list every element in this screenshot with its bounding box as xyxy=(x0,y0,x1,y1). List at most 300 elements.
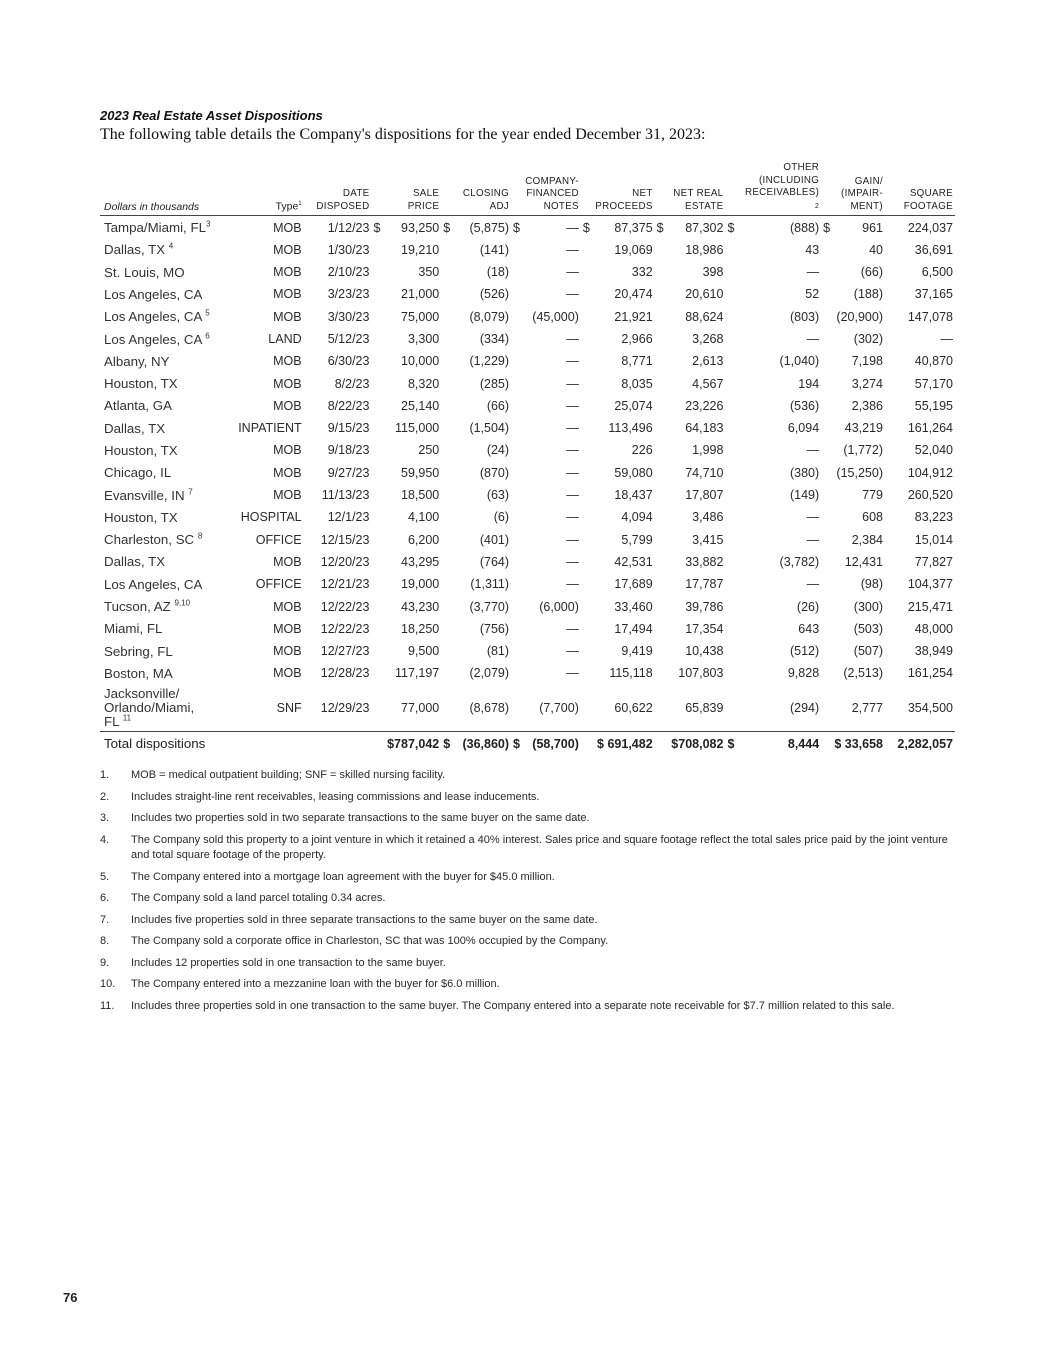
type-cell: MOB xyxy=(273,488,302,503)
currency-spacer xyxy=(655,685,665,732)
net-proceeds-cell: 332 xyxy=(631,265,653,280)
company-notes-cell: — xyxy=(566,242,579,257)
closing-adj-cell: (6) xyxy=(493,510,510,525)
footnote-ref: 9,10 xyxy=(174,598,191,608)
currency-spacer xyxy=(655,395,665,417)
table-body xyxy=(100,216,955,756)
square-footage-cell: 161,254 xyxy=(907,666,953,681)
other-cell: (888) xyxy=(789,220,820,235)
type-cell: MOB xyxy=(273,398,302,413)
footnote-number: 2. xyxy=(100,790,110,803)
square-footage-cell: — xyxy=(940,332,953,346)
square-footage-cell: 40,870 xyxy=(914,354,953,369)
location-cell xyxy=(100,484,228,506)
currency-spacer xyxy=(511,640,521,662)
table-row xyxy=(100,216,955,239)
table-row xyxy=(100,239,955,261)
net-proceeds-cell: 8,035 xyxy=(621,376,653,391)
location-cell xyxy=(100,618,228,640)
type-cell: MOB xyxy=(273,554,302,569)
date-cell: 3/30/23 xyxy=(327,309,370,324)
closing-adj-cell: (756) xyxy=(479,621,510,636)
other-cell: 9,828 xyxy=(787,666,820,681)
company-notes-cell: — xyxy=(566,554,579,569)
currency-spacer xyxy=(725,395,735,417)
currency-spacer xyxy=(511,595,521,617)
closing-adj-cell: (285) xyxy=(479,376,510,391)
total-sale-price: $787,042 xyxy=(371,731,441,756)
currency-spacer xyxy=(655,239,665,261)
currency-spacer xyxy=(655,551,665,573)
currency-spacer xyxy=(581,328,591,350)
square-footage-cell: 77,827 xyxy=(914,554,953,569)
location-text: Houston, TX xyxy=(104,376,178,392)
footnote-ref: 5 xyxy=(205,308,210,318)
location-cell xyxy=(100,328,228,350)
net-real-estate-cell: 3,415 xyxy=(692,532,724,547)
currency-spacer xyxy=(371,283,381,305)
currency-spacer xyxy=(441,261,451,283)
type-cell: MOB xyxy=(273,666,302,681)
currency-spacer xyxy=(511,417,521,439)
other-cell: — xyxy=(806,265,820,280)
currency-spacer xyxy=(371,261,381,283)
currency-spacer xyxy=(725,417,735,439)
net-proceeds-cell: 87,375 xyxy=(614,220,653,235)
gain-cell: 779 xyxy=(862,488,883,503)
date-cell: 9/15/23 xyxy=(327,421,370,436)
currency-spacer xyxy=(655,618,665,640)
header-company-financed-notes: COMPANY- FINANCED NOTES xyxy=(511,162,581,216)
location-text: Atlanta, GA xyxy=(104,398,172,414)
currency-spacer xyxy=(371,239,381,261)
net-proceeds-cell: 9,419 xyxy=(621,644,653,659)
sale-price-cell: 10,000 xyxy=(401,354,440,369)
net-proceeds-cell: 18,437 xyxy=(614,488,653,503)
location-line: Jacksonville/ xyxy=(104,685,180,701)
currency-spacer xyxy=(511,529,521,551)
type-cell: MOB xyxy=(273,599,302,614)
company-notes-cell: — xyxy=(566,265,579,280)
location-cell xyxy=(100,350,228,372)
square-footage-cell: 48,000 xyxy=(914,621,953,636)
sale-price-cell: 115,000 xyxy=(394,421,440,436)
header-square-footage: SQUARE FOOTAGE xyxy=(885,162,955,216)
footnote-text: The Company sold this property to a joint venture in which it retained a 40% interest. Sales price and square footage reflect the total sales price paid by the joint venture and total square footage of the property. xyxy=(131,833,948,861)
currency-spacer xyxy=(511,618,521,640)
location-cell xyxy=(100,439,228,461)
other-cell: (149) xyxy=(789,488,820,503)
square-footage-cell: 6,500 xyxy=(921,265,953,280)
net-proceeds-cell: 42,531 xyxy=(614,554,653,569)
square-footage-cell: 36,691 xyxy=(914,242,953,257)
location-cell xyxy=(100,595,228,617)
currency-spacer xyxy=(725,350,735,372)
currency-symbol: $ xyxy=(582,220,590,235)
currency-spacer xyxy=(655,350,665,372)
sale-price-cell: 43,295 xyxy=(401,554,440,569)
closing-adj-cell: (1,504) xyxy=(469,421,510,436)
net-proceeds-cell: 60,622 xyxy=(614,700,653,715)
table-row xyxy=(100,529,955,551)
gain-cell: (20,900) xyxy=(836,309,883,324)
currency-spacer xyxy=(441,417,451,439)
currency-spacer xyxy=(441,239,451,261)
currency-spacer xyxy=(511,685,521,732)
footnote-number: 1. xyxy=(100,769,110,781)
currency-spacer xyxy=(581,239,591,261)
type-cell: OFFICE xyxy=(255,532,302,547)
currency-spacer xyxy=(371,372,381,394)
currency-spacer xyxy=(655,462,665,484)
currency-spacer xyxy=(581,640,591,662)
closing-adj-cell: (63) xyxy=(486,488,510,503)
currency-spacer xyxy=(725,306,735,328)
location-cell xyxy=(100,283,228,305)
currency-spacer xyxy=(511,551,521,573)
sale-price-cell: 19,210 xyxy=(401,242,440,257)
location-text: Chicago, IL xyxy=(104,465,172,481)
currency-spacer xyxy=(581,685,591,732)
currency-spacer xyxy=(511,261,521,283)
net-proceeds-cell: 20,474 xyxy=(614,287,653,302)
footnote-ref: 7 xyxy=(188,487,193,497)
header-other-including-receivables: OTHER (INCLUDING RECEIVABLES) 2 xyxy=(725,162,821,216)
sale-price-cell: 21,000 xyxy=(401,287,440,302)
footnote-ref: 3 xyxy=(205,219,211,229)
closing-adj-cell: (334) xyxy=(479,332,510,346)
location-cell xyxy=(100,216,228,239)
table-row xyxy=(100,484,955,506)
square-footage-cell: 57,170 xyxy=(914,376,953,391)
company-notes-cell: — xyxy=(566,398,579,413)
table-row xyxy=(100,595,955,617)
date-cell: 12/20/23 xyxy=(320,554,370,569)
other-cell: — xyxy=(806,332,820,346)
table-row xyxy=(100,306,955,328)
currency-spacer xyxy=(655,283,665,305)
footnote xyxy=(100,870,960,886)
footnote-ref: 8 xyxy=(197,531,203,541)
header-closing-adj: CLOSING ADJ xyxy=(441,162,511,216)
gain-cell: 40 xyxy=(869,242,883,257)
other-cell: (294) xyxy=(789,700,820,715)
header-net-proceeds: NET PROCEEDS xyxy=(581,162,655,216)
intro-text: The following table details the Company's dispositions for the year ended December 31, 2023: xyxy=(100,126,706,143)
table-row xyxy=(100,506,955,528)
currency-spacer xyxy=(655,484,665,506)
other-cell: 43 xyxy=(805,242,820,257)
company-notes-cell: — xyxy=(566,644,579,659)
location-cell xyxy=(100,462,228,484)
location-text: Sebring, FL xyxy=(104,643,173,659)
other-cell: (1,040) xyxy=(779,354,820,369)
currency-symbol: $ xyxy=(725,731,735,756)
currency-spacer xyxy=(371,662,381,684)
location-text: Dallas, TX xyxy=(104,420,166,436)
closing-adj-cell: (764) xyxy=(479,554,510,569)
gain-cell xyxy=(821,216,885,239)
currency-spacer xyxy=(581,484,591,506)
currency-spacer xyxy=(371,395,381,417)
other-cell: 194 xyxy=(798,376,820,391)
currency-spacer xyxy=(725,551,735,573)
net-real-estate-cell: 23,226 xyxy=(685,398,724,413)
net-real-estate-cell: 88,624 xyxy=(685,309,724,324)
net-proceeds-cell: 59,080 xyxy=(614,465,653,480)
currency-spacer xyxy=(581,261,591,283)
total-company-notes: (58,700) xyxy=(521,731,581,756)
currency-spacer xyxy=(511,350,521,372)
gain-cell: 608 xyxy=(862,510,883,525)
currency-spacer xyxy=(371,306,381,328)
currency-spacer xyxy=(371,506,381,528)
net-real-estate-cell: 17,787 xyxy=(685,577,724,592)
other-cell: (26) xyxy=(796,599,820,614)
currency-spacer xyxy=(581,395,591,417)
table-row xyxy=(100,395,955,417)
other-cell: (512) xyxy=(789,644,820,659)
location-text: Miami, FL xyxy=(104,621,163,637)
currency-spacer xyxy=(441,640,451,662)
currency-spacer xyxy=(371,685,381,732)
square-footage-cell: 224,037 xyxy=(907,220,953,235)
location-text: Evansville, IN xyxy=(104,487,189,503)
location-cell xyxy=(100,395,228,417)
square-footage-cell: 354,500 xyxy=(907,700,953,715)
currency-spacer xyxy=(511,484,521,506)
table-row xyxy=(100,462,955,484)
other-cell: — xyxy=(806,577,820,592)
location-text: Houston, TX xyxy=(104,442,178,458)
currency-spacer xyxy=(725,372,735,394)
currency-spacer xyxy=(511,372,521,394)
footnote xyxy=(100,811,960,827)
type-cell: MOB xyxy=(273,242,302,257)
other-cell: — xyxy=(806,443,820,458)
type-cell: LAND xyxy=(268,332,302,346)
gain-cell: 2,384 xyxy=(851,532,883,547)
closing-adj-cell: (5,875) xyxy=(469,220,510,235)
footnote-ref: 11 xyxy=(122,713,132,723)
currency-spacer xyxy=(371,573,381,595)
footnote-number: 5. xyxy=(100,870,110,883)
company-notes-cell: — xyxy=(566,465,579,480)
square-footage-cell: 104,377 xyxy=(907,577,953,592)
currency-symbol: $ xyxy=(823,220,831,235)
net-real-estate-cell: 33,882 xyxy=(685,554,724,569)
date-cell: 1/12/23 xyxy=(327,220,370,235)
header-date-disposed: DATE DISPOSED xyxy=(304,162,372,216)
currency-spacer xyxy=(581,506,591,528)
table-row xyxy=(100,372,955,394)
location-line: Orlando/Miami, xyxy=(104,699,195,715)
sale-price-cell: 93,250 xyxy=(401,220,440,235)
footnote xyxy=(100,833,960,864)
currency-spacer xyxy=(371,462,381,484)
currency-spacer xyxy=(441,573,451,595)
total-net-real-estate: $708,082 xyxy=(655,731,726,756)
currency-spacer xyxy=(725,685,735,732)
footnote-text: The Company entered into a mezzanine loan with the buyer for $6.0 million. xyxy=(131,978,500,990)
currency-spacer xyxy=(725,439,735,461)
company-notes-cell: — xyxy=(566,354,579,369)
other-cell: 643 xyxy=(798,621,820,636)
date-cell: 12/28/23 xyxy=(320,666,370,681)
gain-cell: (98) xyxy=(860,577,883,592)
closing-adj-cell: (3,770) xyxy=(469,599,510,614)
net-real-estate-cell: 107,803 xyxy=(678,666,724,681)
section-title: 2023 Real Estate Asset Dispositions xyxy=(100,108,323,123)
net-real-estate-cell: 64,183 xyxy=(685,421,724,436)
closing-adj-cell: (401) xyxy=(479,532,510,547)
header-type: Type$^1$ xyxy=(228,162,304,216)
table-row xyxy=(100,261,955,283)
footnote-ref: 4 xyxy=(168,241,174,251)
currency-spacer xyxy=(581,529,591,551)
net-real-estate-cell: 10,438 xyxy=(685,644,724,659)
currency-spacer xyxy=(655,506,665,528)
closing-adj-cell: (24) xyxy=(486,443,510,458)
closing-adj-cell: (2,079) xyxy=(469,666,510,681)
sale-price-cell: 350 xyxy=(418,265,440,280)
closing-adj-cell: (526) xyxy=(479,287,510,302)
type-cell: SNF xyxy=(276,700,302,715)
location-text: Los Angeles, CA xyxy=(104,576,203,592)
closing-adj-cell: (8,678) xyxy=(469,700,510,715)
table-row xyxy=(100,662,955,684)
gain-cell: 7,198 xyxy=(851,354,883,369)
square-footage-cell: 38,949 xyxy=(914,644,953,659)
location-text: Los Angeles, CA xyxy=(104,286,203,302)
other-cell: (536) xyxy=(789,398,820,413)
currency-spacer xyxy=(371,529,381,551)
company-notes-cell: — xyxy=(566,443,579,458)
footnotes xyxy=(100,768,960,1020)
footnote-text: Includes three properties sold in one transaction to the same buyer. The Company entered into a separate note receivable for $7.7 million related to this sale. xyxy=(131,999,895,1012)
currency-symbol: $ xyxy=(441,731,451,756)
other-cell: (803) xyxy=(789,309,820,324)
location-cell xyxy=(100,239,228,261)
footnote-number: 9. xyxy=(100,956,110,969)
company-notes-cell: — xyxy=(566,421,579,436)
net-real-estate-cell: 2,613 xyxy=(692,354,724,369)
currency-spacer xyxy=(511,662,521,684)
closing-adj-cell: (1,229) xyxy=(469,354,510,369)
total-other: 8,444 xyxy=(735,731,821,756)
sale-price-cell: 77,000 xyxy=(401,700,440,715)
sale-price-cell: 9,500 xyxy=(407,644,440,659)
type-cell: MOB xyxy=(273,443,302,458)
footnote-number: 3. xyxy=(100,812,110,824)
currency-spacer xyxy=(441,618,451,640)
date-cell: 12/27/23 xyxy=(320,644,370,659)
currency-spacer xyxy=(511,283,521,305)
currency-spacer xyxy=(725,662,735,684)
currency-spacer xyxy=(581,306,591,328)
closing-adj-cell: (8,079) xyxy=(469,309,510,324)
currency-spacer xyxy=(511,573,521,595)
location-text: Dallas, TX xyxy=(104,242,169,258)
date-cell: 12/1/23 xyxy=(327,510,370,525)
square-footage-cell: 260,520 xyxy=(907,488,953,503)
currency-spacer xyxy=(441,529,451,551)
date-cell: 9/18/23 xyxy=(327,443,370,458)
currency-spacer xyxy=(725,239,735,261)
header-net-real-estate: NET REAL ESTATE xyxy=(655,162,726,216)
net-real-estate-cell: 17,807 xyxy=(685,488,724,503)
location-cell xyxy=(100,372,228,394)
date-cell: 9/27/23 xyxy=(327,465,370,480)
company-notes-cell: (6,000) xyxy=(539,599,579,614)
currency-spacer xyxy=(511,306,521,328)
sale-price-cell: 18,250 xyxy=(401,621,440,636)
total-label: Total dispositions xyxy=(100,731,371,756)
location-text: St. Louis, MO xyxy=(104,264,185,280)
type-cell: MOB xyxy=(273,644,302,659)
date-cell: 8/2/23 xyxy=(334,376,370,391)
footnote xyxy=(100,999,960,1015)
type-cell: MOB xyxy=(273,220,302,235)
net-proceeds-cell: 33,460 xyxy=(614,599,653,614)
currency-symbol: $ xyxy=(727,220,735,235)
closing-adj-cell: (81) xyxy=(486,644,510,659)
footnote-text: MOB = medical outpatient building; SNF = skilled nursing facility. xyxy=(131,769,446,781)
currency-spacer xyxy=(581,662,591,684)
date-cell: 12/21/23 xyxy=(320,577,370,592)
currency-spacer xyxy=(371,350,381,372)
currency-spacer xyxy=(725,283,735,305)
square-footage-cell: 215,471 xyxy=(907,599,953,614)
currency-spacer xyxy=(441,484,451,506)
total-closing-adj: (36,860) xyxy=(451,731,511,756)
footnote-number: 8. xyxy=(100,935,110,947)
currency-spacer xyxy=(725,462,735,484)
net-proceeds-cell: 17,494 xyxy=(614,621,653,636)
gain-cell: (2,513) xyxy=(843,666,883,681)
location-cell xyxy=(100,529,228,551)
currency-spacer xyxy=(371,417,381,439)
currency-symbol: $ xyxy=(511,731,521,756)
sale-price-cell: 59,950 xyxy=(401,465,440,480)
footnote xyxy=(100,934,960,950)
table-header-row xyxy=(100,162,955,216)
page-number: 76 xyxy=(63,1290,78,1305)
currency-spacer xyxy=(725,573,735,595)
currency-spacer xyxy=(371,439,381,461)
footnote-text: Includes five properties sold in three separate transactions to the same buyer on the same date. xyxy=(131,913,598,926)
sale-price-cell: 4,100 xyxy=(407,510,440,525)
other-cell: (380) xyxy=(789,465,820,480)
currency-spacer xyxy=(655,417,665,439)
currency-spacer xyxy=(655,529,665,551)
currency-spacer xyxy=(655,573,665,595)
company-notes-cell: — xyxy=(566,666,579,681)
net-real-estate-cell: 3,486 xyxy=(692,510,724,525)
type-cell: OFFICE xyxy=(255,577,302,592)
currency-symbol: $ xyxy=(373,220,381,235)
location-text: Charleston, SC xyxy=(104,532,198,548)
currency-spacer xyxy=(725,506,735,528)
gain-cell: (15,250) xyxy=(836,465,883,480)
footnote-number: 6. xyxy=(100,892,110,904)
closing-adj-cell: (141) xyxy=(479,242,510,257)
footnote-text: The Company sold a land parcel totaling 0.34 acres. xyxy=(131,892,386,904)
currency-spacer xyxy=(581,551,591,573)
total-square-footage: 2,282,057 xyxy=(885,731,955,756)
location-cell xyxy=(100,261,228,283)
other-cell: 6,094 xyxy=(787,421,820,436)
